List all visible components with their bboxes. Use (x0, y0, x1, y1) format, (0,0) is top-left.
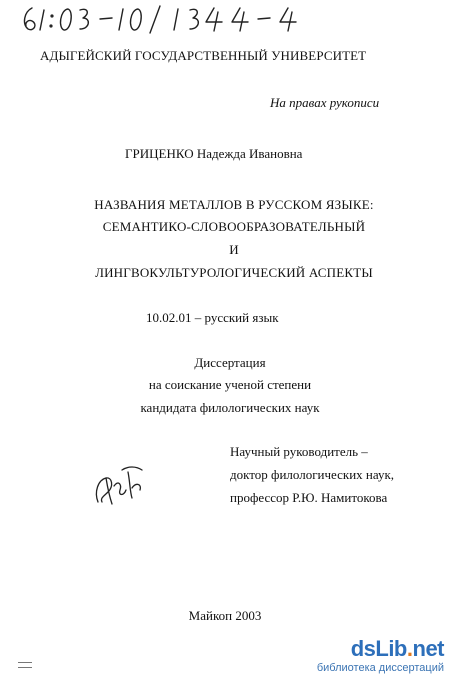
handwritten-number-drawing (18, 2, 308, 36)
manuscript-note: На правах рукописи (270, 95, 380, 110)
author-name: ГРИЦЕНКО Надежда Ивановна (125, 146, 303, 161)
watermark-brand-main: dsLib (350, 636, 407, 661)
handwritten-signature (92, 462, 152, 510)
watermark-subtitle: библиотека диссертаций (316, 662, 444, 674)
university-name: АДЫГЕЙСКИЙ ГОСУДАРСТВЕННЫЙ УНИВЕРСИТЕТ (40, 48, 367, 63)
dslib-watermark (294, 637, 444, 683)
supervisor-line-3: профессор Р.Ю. Намитокова (230, 490, 388, 505)
place-and-year: Майкоп 2003 (188, 608, 262, 623)
title-line-2: СЕМАНТИКО-СЛОВООБРАЗОВАТЕЛЬНЫЙ (102, 219, 366, 234)
title-line-3: И (229, 242, 239, 257)
title-line-1: НАЗВАНИЯ МЕТАЛЛОВ В РУССКОМ ЯЗЫКЕ: (94, 197, 374, 212)
watermark-brand-dot: . (406, 636, 413, 661)
dissertation-line-1: Диссертация (194, 355, 266, 370)
specialty-code: 10.02.01 – русский язык (146, 310, 279, 325)
dissertation-line-3: кандидата филологических наук (140, 400, 320, 415)
dissertation-line-2: на соискание ученой степени (148, 377, 312, 392)
handwritten-registration-number (18, 2, 308, 36)
supervisor-line-2: доктор филологических наук, (230, 467, 395, 482)
watermark-brand (294, 637, 444, 661)
title-line-4: ЛИНГВОКУЛЬТУРОЛОГИЧЕСКИЙ АСПЕКТЫ (95, 265, 373, 280)
supervisor-line-1: Научный руководитель – (230, 444, 368, 459)
scan-mark (18, 662, 32, 668)
signature-drawing (92, 462, 152, 510)
watermark-brand-tld: net (412, 636, 444, 661)
